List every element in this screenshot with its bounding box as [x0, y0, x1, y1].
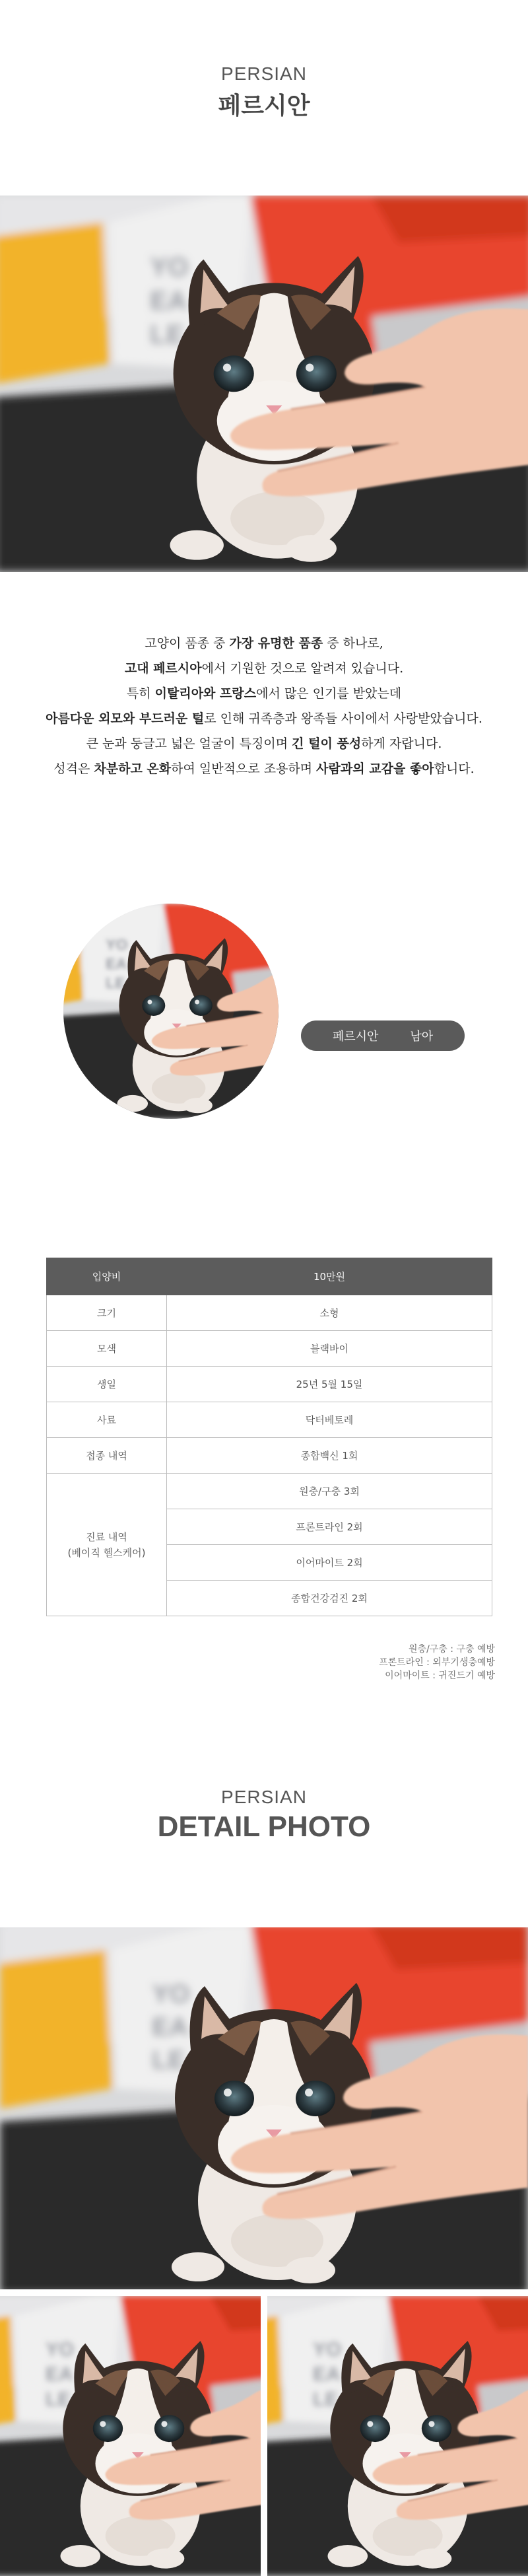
description-line	[0, 756, 528, 781]
description-emphasis: 아름다운 외모와 부드러운 털	[46, 711, 205, 726]
detail-header	[0, 1787, 528, 1843]
description-text: 하여 일반적으로 조용하며	[171, 762, 317, 776]
description-emphasis: 가장 유명한 품종	[229, 636, 323, 651]
detail-photo-large	[0, 1927, 528, 2289]
detail-english-label: PERSIAN	[221, 1787, 307, 1807]
kitten-image	[63, 904, 279, 1119]
care-history-label	[47, 1474, 167, 1616]
kitten-image	[0, 1927, 528, 2289]
detail-photo-right	[267, 2296, 528, 2576]
care-item: 종합건강검진 2회	[167, 1581, 492, 1616]
footnotes	[379, 1643, 495, 1682]
table-row	[47, 1295, 492, 1331]
table-value: 닥터베토레	[167, 1402, 492, 1438]
description-text: 중 하나로,	[323, 636, 383, 651]
description-text: 에서 기원한 것으로 알려져 있습니다.	[201, 661, 404, 676]
main-kitten-photo	[0, 196, 528, 572]
care-item: 이어마이트 2회	[167, 1545, 492, 1581]
table-row	[47, 1402, 492, 1438]
description-text: 에서 많은 인기를 받았는데	[256, 686, 402, 701]
kitten-image	[0, 2296, 261, 2576]
profile-breed: 페르시안	[332, 1030, 379, 1044]
page-header	[0, 63, 528, 121]
breed-description	[0, 631, 528, 781]
table-label: 접종 내역	[47, 1438, 167, 1474]
footnote: 프론트라인 : 외부기생충예방	[379, 1657, 495, 1668]
table-value: 블랙바이	[167, 1331, 492, 1367]
table-label: 크기	[47, 1295, 167, 1331]
profile-kitten-photo	[63, 904, 279, 1119]
kitten-image	[267, 2296, 528, 2576]
description-line	[0, 681, 528, 706]
description-line	[0, 631, 528, 656]
table-label: 입양비	[47, 1258, 167, 1295]
description-text: 합니다.	[434, 762, 475, 776]
description-line	[0, 706, 528, 731]
footnote: 이어마이트 : 귀진드기 예방	[385, 1670, 495, 1681]
care-item: 프론트라인 2회	[167, 1509, 492, 1545]
detail-photo-left	[0, 2296, 261, 2576]
description-text: 성격은	[53, 762, 94, 776]
table-value: 10만원	[167, 1258, 492, 1295]
profile-gender: 남아	[410, 1030, 434, 1044]
kitten-image	[0, 196, 528, 572]
info-table	[46, 1258, 492, 1616]
description-text: 하게 자랍니다.	[361, 736, 442, 751]
table-label: 사료	[47, 1402, 167, 1438]
description-text: 큰 눈과 둥글고 넓은 얼굴이 특징이며	[86, 736, 292, 751]
header-korean-title: 페르시안	[218, 92, 310, 120]
table-value: 종합백신 1회	[167, 1438, 492, 1474]
table-row	[47, 1367, 492, 1402]
table-value: 25년 5월 15일	[167, 1367, 492, 1402]
care-label-line2: (베이직 헬스케어)	[67, 1546, 146, 1559]
description-emphasis: 고대 페르시아	[124, 661, 202, 676]
table-row	[47, 1331, 492, 1367]
description-text: 고양이 품종 중	[145, 636, 230, 651]
care-item: 원충/구충 3회	[167, 1474, 492, 1509]
description-line	[0, 731, 528, 756]
table-row	[47, 1258, 492, 1295]
detail-title: DETAIL PHOTO	[157, 1810, 371, 1843]
table-label: 모색	[47, 1331, 167, 1367]
description-emphasis: 이탈리아와 프랑스	[154, 686, 257, 701]
profile-badge	[301, 1020, 465, 1051]
description-emphasis: 차분하고 온화	[94, 762, 172, 776]
description-text: 특히	[126, 686, 155, 701]
description-emphasis: 사람과의 교감을 좋아	[316, 762, 434, 776]
table-label: 생일	[47, 1367, 167, 1402]
description-text: 로 인해 귀족층과 왕족들 사이에서 사랑받았습니다.	[204, 711, 482, 726]
header-english-title: PERSIAN	[221, 63, 307, 84]
description-line	[0, 656, 528, 681]
table-row	[47, 1438, 492, 1474]
footnote: 원충/구충 : 구충 예방	[409, 1644, 495, 1655]
table-value: 소형	[167, 1295, 492, 1331]
care-label-line1: 진료 내역	[86, 1530, 127, 1543]
table-row	[47, 1474, 492, 1509]
description-emphasis: 긴 털이 풍성	[292, 736, 362, 751]
